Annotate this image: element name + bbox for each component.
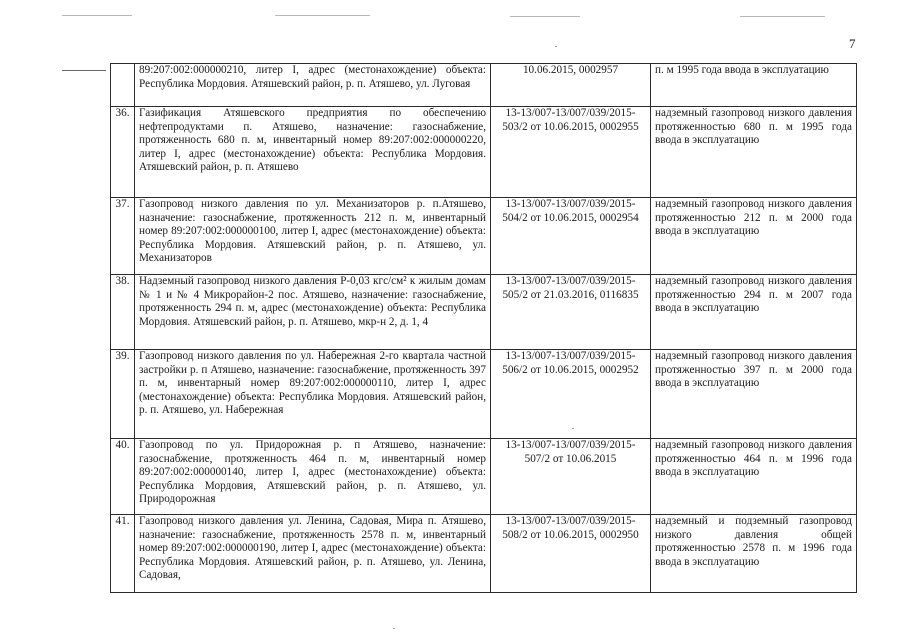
registration-record: 13-13/007-13/007/039/2015-505/2 от 21.03.2016, 0116835 bbox=[491, 275, 651, 350]
table-row bbox=[111, 107, 857, 198]
table-row bbox=[111, 275, 857, 350]
object-characteristics: надземный газопровод низкого давления протяженностью 680 п. м 1995 года ввода в эксплуатацию bbox=[651, 107, 857, 198]
table-row bbox=[111, 64, 857, 107]
registration-record: 10.06.2015, 0002957 bbox=[491, 64, 651, 107]
table-row bbox=[111, 350, 857, 439]
table-row bbox=[111, 515, 857, 593]
object-characteristics: надземный газопровод низкого давления протяженностью 464 п. м 1996 года ввода в эксплуатацию bbox=[651, 439, 857, 515]
row-number: 36. bbox=[111, 107, 135, 198]
table-row bbox=[111, 439, 857, 515]
object-characteristics: надземный газопровод низкого давления протяженностью 397 п. м 2000 года ввода в эксплуатацию bbox=[651, 350, 857, 439]
scan-artifact bbox=[275, 15, 370, 16]
registration-record: 13-13/007-13/007/039/2015-506/2 от 10.06.2015, 0002952 bbox=[491, 350, 651, 439]
row-number: 39. bbox=[111, 350, 135, 439]
scan-artifact bbox=[62, 15, 132, 16]
row-number: 38. bbox=[111, 275, 135, 350]
object-characteristics: надземный газопровод низкого давления протяженностью 294 п. м 2007 года ввода в эксплуатацию bbox=[651, 275, 857, 350]
registry-table bbox=[110, 63, 857, 593]
registration-record: 13-13/007-13/007/039/2015-503/2 от 10.06.2015, 0002955 bbox=[491, 107, 651, 198]
object-characteristics: п. м 1995 года ввода в эксплуатацию bbox=[651, 64, 857, 107]
row-number: 37. bbox=[111, 198, 135, 275]
scan-artifact bbox=[510, 16, 580, 17]
object-description: Газопровод низкого давления по ул. Набережная 2-го квартала частной застройки р. п Атяшево, назначение: газоснабжение, протяженность 397 п. м, инвентарный номер 89:207:002:000000110, литер I, адрес (местонахождение) объекта: Республика Мордовия. Атяшевский район, р. п. Атяшево, ул. Набережная bbox=[135, 350, 491, 439]
scan-artifact bbox=[393, 628, 395, 629]
table-row bbox=[111, 198, 857, 275]
object-description: Газопровод низкого давления ул. Ленина, Садовая, Мира п. Атяшево, назначение: газоснабжение, протяженность 2578 п. м, инвентарный номер 89:207:002:000000190, литер I, адрес (местонахождение) объекта: Республика Мордовия. Атяшевский район, р. п. Атяшево, ул. Ленина, Садовая, bbox=[135, 515, 491, 593]
object-description: Газопровод низкого давления по ул. Механизаторов р. п.Атяшево, назначение: газоснабжение, протяженность 212 п. м, инвентарный номер 89:207:002:000000100, литер I, адрес (местонахождение) объекта: Республика Мордовия. Атяшевский район, р. п. Атяшево, ул. Механизаторов bbox=[135, 198, 491, 275]
margin-mark bbox=[62, 70, 106, 71]
object-description: Газопровод по ул. Придорожная р. п Атяшево, назначение: газоснабжение, протяженность 464 п. м, инвентарный номер 89:207:002:000000140, литер I, адрес (местонахождение) объекта: Республика Мордовия, Атяшевский район, р. п. Атяшево, ул. Природорожная bbox=[135, 439, 491, 515]
row-number: 41. bbox=[111, 515, 135, 593]
row-number bbox=[111, 64, 135, 107]
registration-record: 13-13/007-13/007/039/2015-508/2 от 10.06.2015, 0002950 bbox=[491, 515, 651, 593]
page-number: 7 bbox=[849, 36, 856, 51]
registration-record: 13-13/007-13/007/039/2015-507/2 от 10.06.2015 bbox=[491, 439, 651, 515]
scan-artifact bbox=[740, 16, 825, 17]
scan-artifact bbox=[555, 46, 557, 47]
row-number: 40. bbox=[111, 439, 135, 515]
object-description: Газификация Атяшевского предприятия по обеспечению нефтепродуктами п. Атяшево, назначение: газоснабжение, протяженность 680 п. м, инвентарный номер 89:207:002:000000220, литер I, адрес (местонахождение) объекта: Республика Мордовия. Атяшевский район, р. п. Атяшево bbox=[135, 107, 491, 198]
object-characteristics: надземный и подземный газопровод низкого давления общей протяженностью 2578 п. м 1996 года ввода в эксплуатацию bbox=[651, 515, 857, 593]
object-characteristics: надземный газопровод низкого давления протяженностью 212 п. м 2000 года ввода в эксплуатацию bbox=[651, 198, 857, 275]
registration-record: 13-13/007-13/007/039/2015-504/2 от 10.06.2015, 0002954 bbox=[491, 198, 651, 275]
object-description: 89:207:002:000000210, литер I, адрес (местонахождение) объекта: Республика Мордовия. Атяшевский район, р. п. Атяшево, ул. Луговая bbox=[135, 64, 491, 107]
object-description: Надземный газопровод низкого давления Р-0,03 кгс/см² к жилым домам № 1 и № 4 Микрорайон-2 пос. Атяшево, назначение: газоснабжение, протяженность 294 п. м, адрес (местонахождение) объекта: Республика Мордовия. Атяшевский район, р. п. Атяшево, мкр-н 2, д. 1, 4 bbox=[135, 275, 491, 350]
